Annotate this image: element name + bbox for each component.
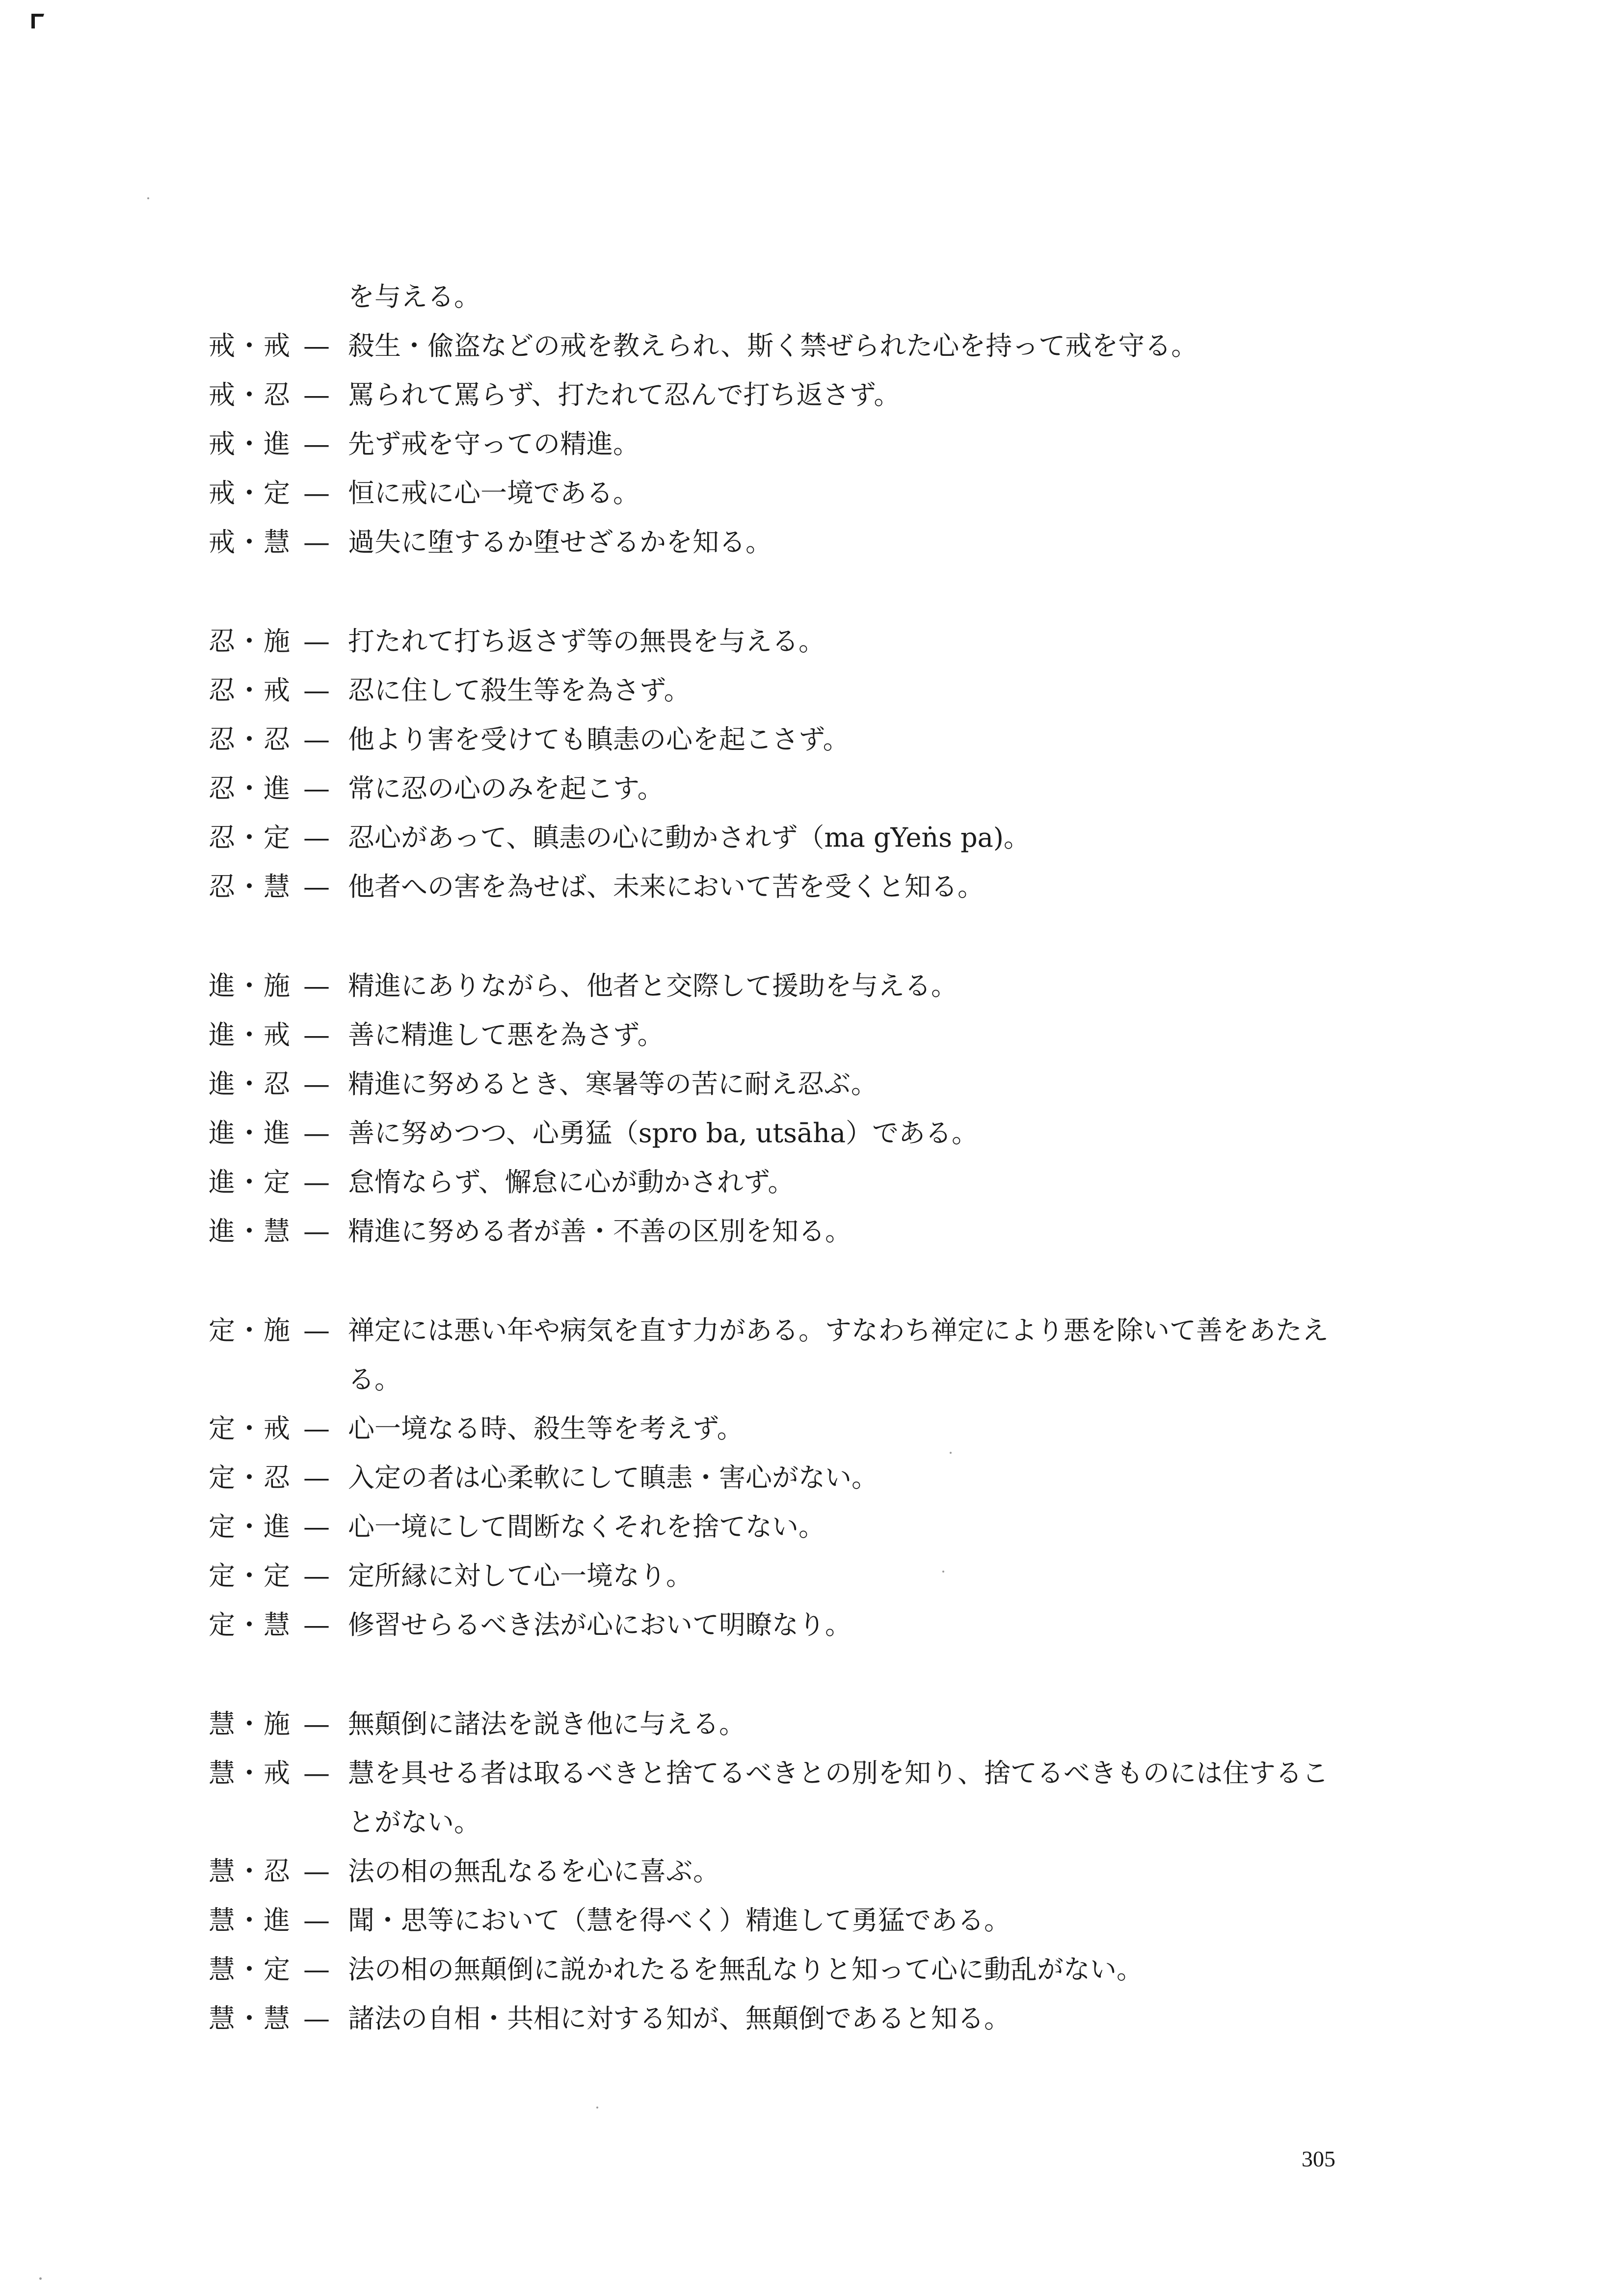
item-text: 精進に努めるとき、寒暑等の苦に耐え忍ぶ。	[348, 1068, 878, 1099]
item-text: 入定の者は心柔軟にして瞋恚・害心がない。	[348, 1462, 878, 1493]
list-item	[209, 329, 1357, 378]
em-dash: —	[303, 1856, 330, 1887]
list-item	[209, 772, 1357, 821]
em-dash: —	[303, 822, 330, 853]
em-dash: —	[303, 724, 330, 755]
em-dash: —	[303, 527, 330, 558]
item-text: 怠惰ならず、懈怠に心が動かされず。	[348, 1167, 795, 1198]
item-text: 聞・思等において（慧を得べく）精進して勇猛である。	[348, 1905, 1011, 1936]
item-label: 定・慧	[209, 1609, 291, 1640]
list-item	[209, 722, 1357, 772]
em-dash: —	[303, 1462, 330, 1493]
em-dash: —	[303, 1068, 330, 1099]
item-label: 進・忍	[209, 1068, 291, 1099]
item-label: 定・施	[209, 1315, 291, 1346]
item-text: 心一境にして間断なくそれを捨てない。	[348, 1511, 825, 1542]
item-label: 慧・定	[209, 1954, 291, 1985]
item-text: 禅定には悪い年や病気を直す力がある。すなわち禅定により悪を除いて善をあたえ	[348, 1315, 1329, 1346]
item-label: 慧・忍	[209, 1856, 291, 1887]
em-dash: —	[303, 970, 330, 1001]
text-body	[209, 280, 1357, 2051]
item-label: 慧・慧	[209, 2003, 291, 2034]
list-item	[209, 2002, 1357, 2051]
em-dash: —	[303, 1954, 330, 1985]
item-label: 慧・進	[209, 1905, 291, 1936]
em-dash: —	[303, 478, 330, 508]
item-label: 定・忍	[209, 1462, 291, 1493]
em-dash: —	[303, 2003, 330, 2034]
scan-speck	[596, 2107, 598, 2109]
list-item	[209, 1116, 1357, 1165]
list-item	[209, 870, 1357, 919]
item-text: 無顛倒に諸法を説き他に与える。	[348, 1709, 745, 1739]
em-dash: —	[303, 1511, 330, 1542]
item-text: 他より害を受けても瞋恚の心を起こさず。	[348, 724, 850, 755]
item-text: 忍に住して殺生等を為さず。	[348, 675, 691, 706]
item-text: 過失に堕するか堕せざるかを知る。	[348, 527, 772, 558]
item-text: 諸法の自相・共相に対する知が、無顛倒であると知る。	[348, 2003, 1011, 2034]
item-label: 戒・定	[209, 478, 291, 508]
item-text: 精進に努める者が善・不善の区別を知る。	[348, 1216, 852, 1247]
em-dash: —	[303, 1609, 330, 1640]
item-text: 他者への害を為せば、未来において苦を受くと知る。	[348, 871, 984, 902]
item-text: 殺生・偸盗などの戒を教えられ、斯く禁ぜられた心を持って戒を守る。	[348, 330, 1198, 361]
item-text: 罵られて罵らず、打たれて忍んで打ち返さず。	[348, 379, 901, 410]
list-item	[209, 624, 1357, 673]
list-item	[209, 1756, 1357, 1805]
em-dash: —	[303, 1709, 330, 1739]
em-dash: —	[303, 1905, 330, 1936]
item-text: 打たれて打ち返さず等の無畏を与える。	[348, 626, 825, 657]
item-label: 戒・忍	[209, 379, 291, 410]
item-label: 進・慧	[209, 1216, 291, 1247]
list-item	[209, 1854, 1357, 1903]
item-label: 定・戒	[209, 1413, 291, 1444]
item-label: 忍・忍	[209, 724, 291, 755]
list-item	[209, 1067, 1357, 1116]
em-dash: —	[303, 379, 330, 410]
list-item	[209, 1412, 1357, 1461]
list-item	[209, 1461, 1357, 1510]
item-text: 精進にありながら、他者と交際して援助を与える。	[348, 970, 958, 1001]
em-dash: —	[303, 428, 330, 459]
item-text: 慧を具せる者は取るべきと捨てるべきとの別を知り、捨てるべきものには住するこ	[348, 1758, 1329, 1789]
item-text: 善に努めつつ、心勇猛（spro ba, utsāha）である。	[348, 1118, 979, 1148]
list-item	[209, 1018, 1357, 1067]
group-gap	[209, 1657, 1357, 1707]
list-item	[209, 1313, 1357, 1362]
item-text: 常に忍の心のみを起こす。	[348, 773, 664, 804]
item-text: 善に精進して悪を為さず。	[348, 1019, 664, 1050]
em-dash: —	[303, 1118, 330, 1148]
item-text: 先ず戒を守っての精進。	[348, 428, 639, 459]
list-item	[209, 1608, 1357, 1657]
em-dash: —	[303, 1019, 330, 1050]
list-item	[209, 476, 1357, 525]
item-text: 法の相の無乱なるを心に喜ぶ。	[348, 1856, 720, 1887]
item-label: 進・定	[209, 1167, 291, 1198]
list-item-continuation	[209, 1362, 1357, 1412]
scan-corner-mark	[30, 13, 45, 29]
scan-speck	[147, 197, 149, 199]
item-text: る。	[348, 1364, 401, 1395]
item-label: 忍・進	[209, 773, 291, 804]
list-item	[209, 1707, 1357, 1756]
list-item	[209, 1952, 1357, 2002]
em-dash: —	[303, 871, 330, 902]
list-item-continuation	[209, 1805, 1357, 1854]
item-text: 定所縁に対して心一境なり。	[348, 1560, 692, 1591]
item-label: 定・定	[209, 1560, 291, 1591]
item-text: 法の相の無顛倒に説かれたるを無乱なりと知って心に動乱がない。	[348, 1954, 1143, 1985]
em-dash: —	[303, 675, 330, 706]
page-number: 305	[1302, 2146, 1335, 2171]
list-item	[209, 525, 1357, 574]
item-text: 心一境なる時、殺生等を考えず。	[348, 1413, 744, 1444]
item-label: 忍・戒	[209, 675, 291, 706]
item-label: 戒・戒	[209, 330, 291, 361]
em-dash: —	[303, 1216, 330, 1247]
item-label: 進・施	[209, 970, 291, 1001]
em-dash: —	[303, 1560, 330, 1591]
list-item	[209, 1559, 1357, 1608]
item-label: 忍・定	[209, 822, 291, 853]
item-label: 戒・慧	[209, 527, 291, 558]
list-item	[209, 969, 1357, 1018]
item-text: 忍心があって、瞋恚の心に動かされず（ma gYeṅs pa)。	[348, 822, 1030, 853]
em-dash: —	[303, 626, 330, 657]
item-label: 忍・施	[209, 626, 291, 657]
item-text: 恒に戒に心一境である。	[348, 478, 639, 508]
list-item	[209, 1510, 1357, 1559]
list-item	[209, 427, 1357, 476]
scan-speck	[39, 2277, 42, 2280]
item-text: 修習せらるべき法が心において明瞭なり。	[348, 1609, 852, 1640]
item-label: 忍・慧	[209, 871, 291, 902]
item-label: 定・進	[209, 1511, 291, 1542]
item-label: 戒・進	[209, 428, 291, 459]
item-label: 進・戒	[209, 1019, 291, 1050]
group-gap	[209, 574, 1357, 624]
group-gap	[209, 1263, 1357, 1313]
em-dash: —	[303, 773, 330, 804]
list-item	[209, 1903, 1357, 1952]
em-dash: —	[303, 1315, 330, 1346]
item-label: 進・進	[209, 1118, 291, 1148]
item-text: を与える。	[348, 281, 480, 312]
item-label: 慧・戒	[209, 1758, 291, 1789]
item-text: とがない。	[348, 1807, 480, 1838]
em-dash: —	[303, 1167, 330, 1198]
list-item	[209, 1214, 1357, 1263]
em-dash: —	[303, 330, 330, 361]
list-item	[209, 378, 1357, 427]
group-gap	[209, 919, 1357, 969]
item-label: 慧・施	[209, 1709, 291, 1739]
list-item	[209, 821, 1357, 870]
em-dash: —	[303, 1413, 330, 1444]
list-item	[209, 673, 1357, 722]
list-item-continuation	[209, 280, 1357, 329]
list-item	[209, 1165, 1357, 1214]
em-dash: —	[303, 1758, 330, 1789]
